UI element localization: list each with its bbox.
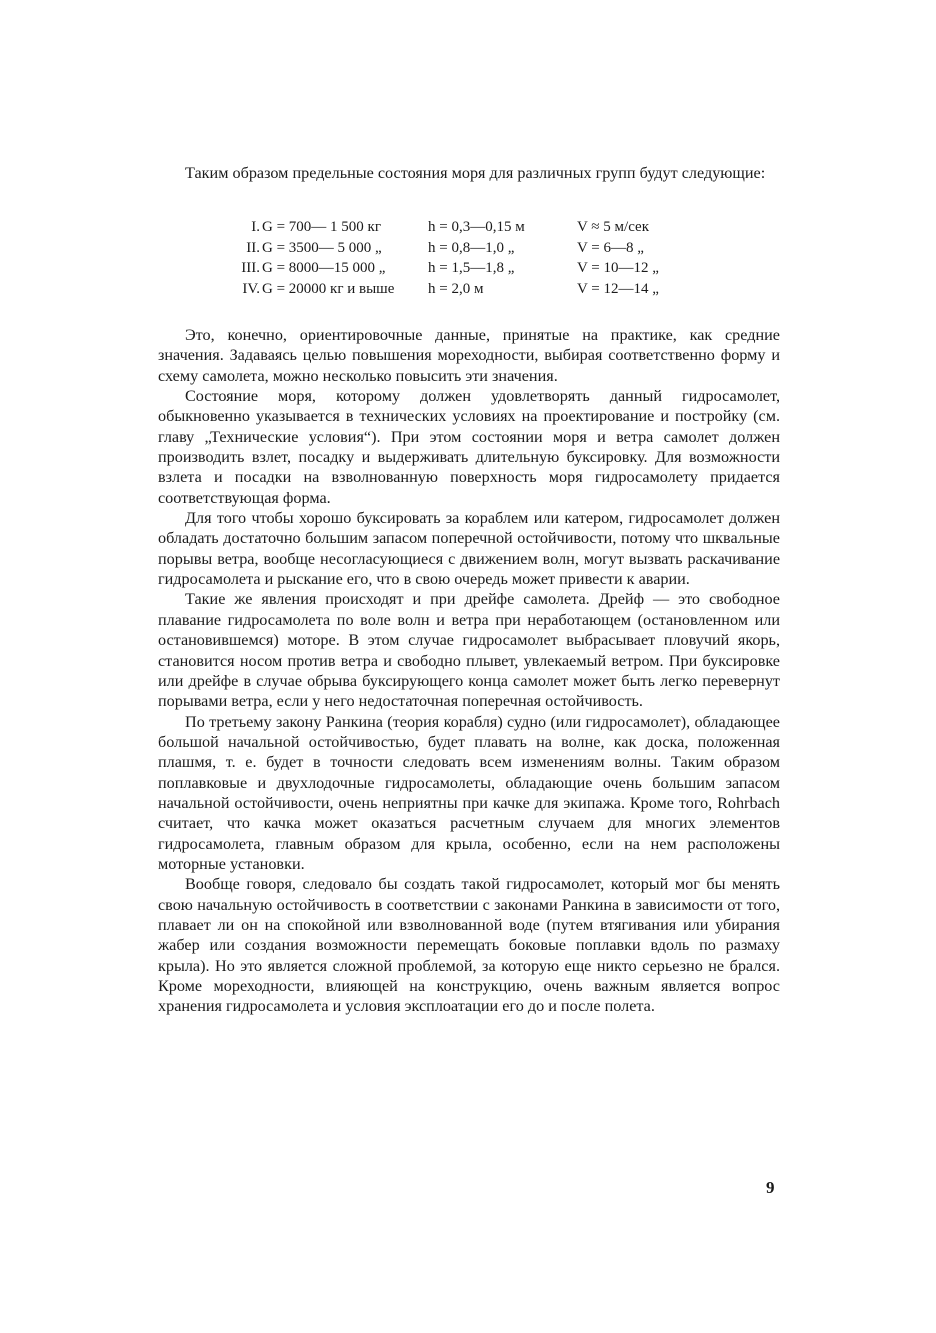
weight-range: G = 20000 кг и выше: [262, 280, 395, 297]
body-text: [158, 325, 780, 1017]
table-row: [232, 238, 712, 259]
table-row: [232, 217, 712, 238]
sea-state-table: [232, 217, 712, 299]
group-number: III.: [241, 260, 260, 276]
group-number: II.: [246, 239, 260, 256]
paragraph-estimates: Это, конечно, ориентировочные данные, принятые на практике, как средние значения. Задаваясь целью повышения мореходности, выбирая соответственно форму и схему самолета, можно несколько повысить эти значения.: [158, 326, 780, 385]
paragraph-drift: Такие же явления происходят и при дрейфе самолета. Дрейф — это свободное плавание гидросамолета по воле волн и ветра при неработающем (остановленном или остановившемся) моторе. В этом случае гидросамолет выбрасывает пловучий якорь, становится носом против ветра и свободно плывет, увлекаемый ветром. При буксировке или дрейфе в случае обрыва буксирующего конца самолет может быть легко перевернут порывами ветра, если у него недостаточная поперечная остойчивость.: [158, 590, 780, 711]
page-number: 9: [766, 1178, 775, 1197]
table-row: [232, 258, 712, 279]
table-row: [232, 279, 712, 300]
wind-speed: V = 10—12 „: [577, 260, 659, 276]
weight-range: G = 700— 1 500 кг: [262, 219, 381, 235]
wind-speed: V ≈ 5 м/сек: [577, 219, 649, 235]
wave-height: h = 0,3—0,15 м: [428, 219, 525, 235]
weight-range: G = 8000—15 000 „: [262, 260, 386, 276]
wave-height: h = 0,8—1,0 „: [428, 239, 515, 256]
wind-speed: V = 12—14 „: [577, 280, 659, 297]
weight-range: G = 3500— 5 000 „: [262, 239, 382, 256]
wave-height: h = 1,5—1,8 „: [428, 260, 515, 276]
paragraph-towing: Для того чтобы хорошо буксировать за кораблем или катером, гидросамолет должен обладать достаточно большим запасом поперечной остойчивости, потому что шквальные порывы ветра, вообще несогласующиеся с движением волн, могут вызвать раскачивание гидросамолета и рыскание его, что в свою очередь может привести к аварии.: [158, 509, 780, 589]
paragraph-sea-state: Состояние моря, которому должен удовлетворять данный гидросамолет, обыкновенно указывается в технических условиях на проектирование и постройку (см. главу „Технические условия“). При этом состоянии моря и ветра самолет должен производить взлет, посадку и выдерживать длительную буксировку. Для возможности взлета и посадки на взволнованную поверхность моря гидросамолету придается соответствующая форма.: [158, 387, 780, 507]
intro-paragraph: Таким образом предельные состояния моря для различных групп будут следующие:: [185, 164, 766, 182]
group-number: IV.: [242, 280, 260, 297]
wave-height: h = 2,0 м: [428, 280, 484, 297]
paragraph-rankine: По третьему закону Ранкина (теория корабля) судно (или гидросамолет), обладающее большой начальной остойчивостью, будет плавать на волне, как доска, положенная плашмя, т. е. будет в точности следовать всем изменениям волны. Таким образом поплавковые и двухлодочные гидросамолеты, обладающие очень большим запасом начальной остойчивости, очень неприятны при качке для экипажа. Кроме того, Rohrbach считает, что качка может оказаться расчетным случаем для многих элементов гидросамолета, главным образом для крыла, особенно, если на нем расположены моторные установки.: [158, 712, 780, 873]
group-number: I.: [251, 219, 260, 235]
paragraph-conclusion: Вообще говоря, следовало бы создать такой гидросамолет, который мог бы менять свою начальную остойчивость в соответствии с законами Ранкина в зависимости от того, плавает ли он на спокойной или взволнованной воде (путем втягивания или убирания жабер или создания возможности перемещать боковые поплавки вдоль по размаху крыла). Но это является сложной проблемой, за которую еще никто серьезно не брался. Кроме мореходности, влияющей на конструкцию, очень важным является вопрос хранения гидросамолета и условия эксплоатации его до и после полета.: [158, 875, 780, 1016]
wind-speed: V = 6—8 „: [577, 239, 644, 256]
